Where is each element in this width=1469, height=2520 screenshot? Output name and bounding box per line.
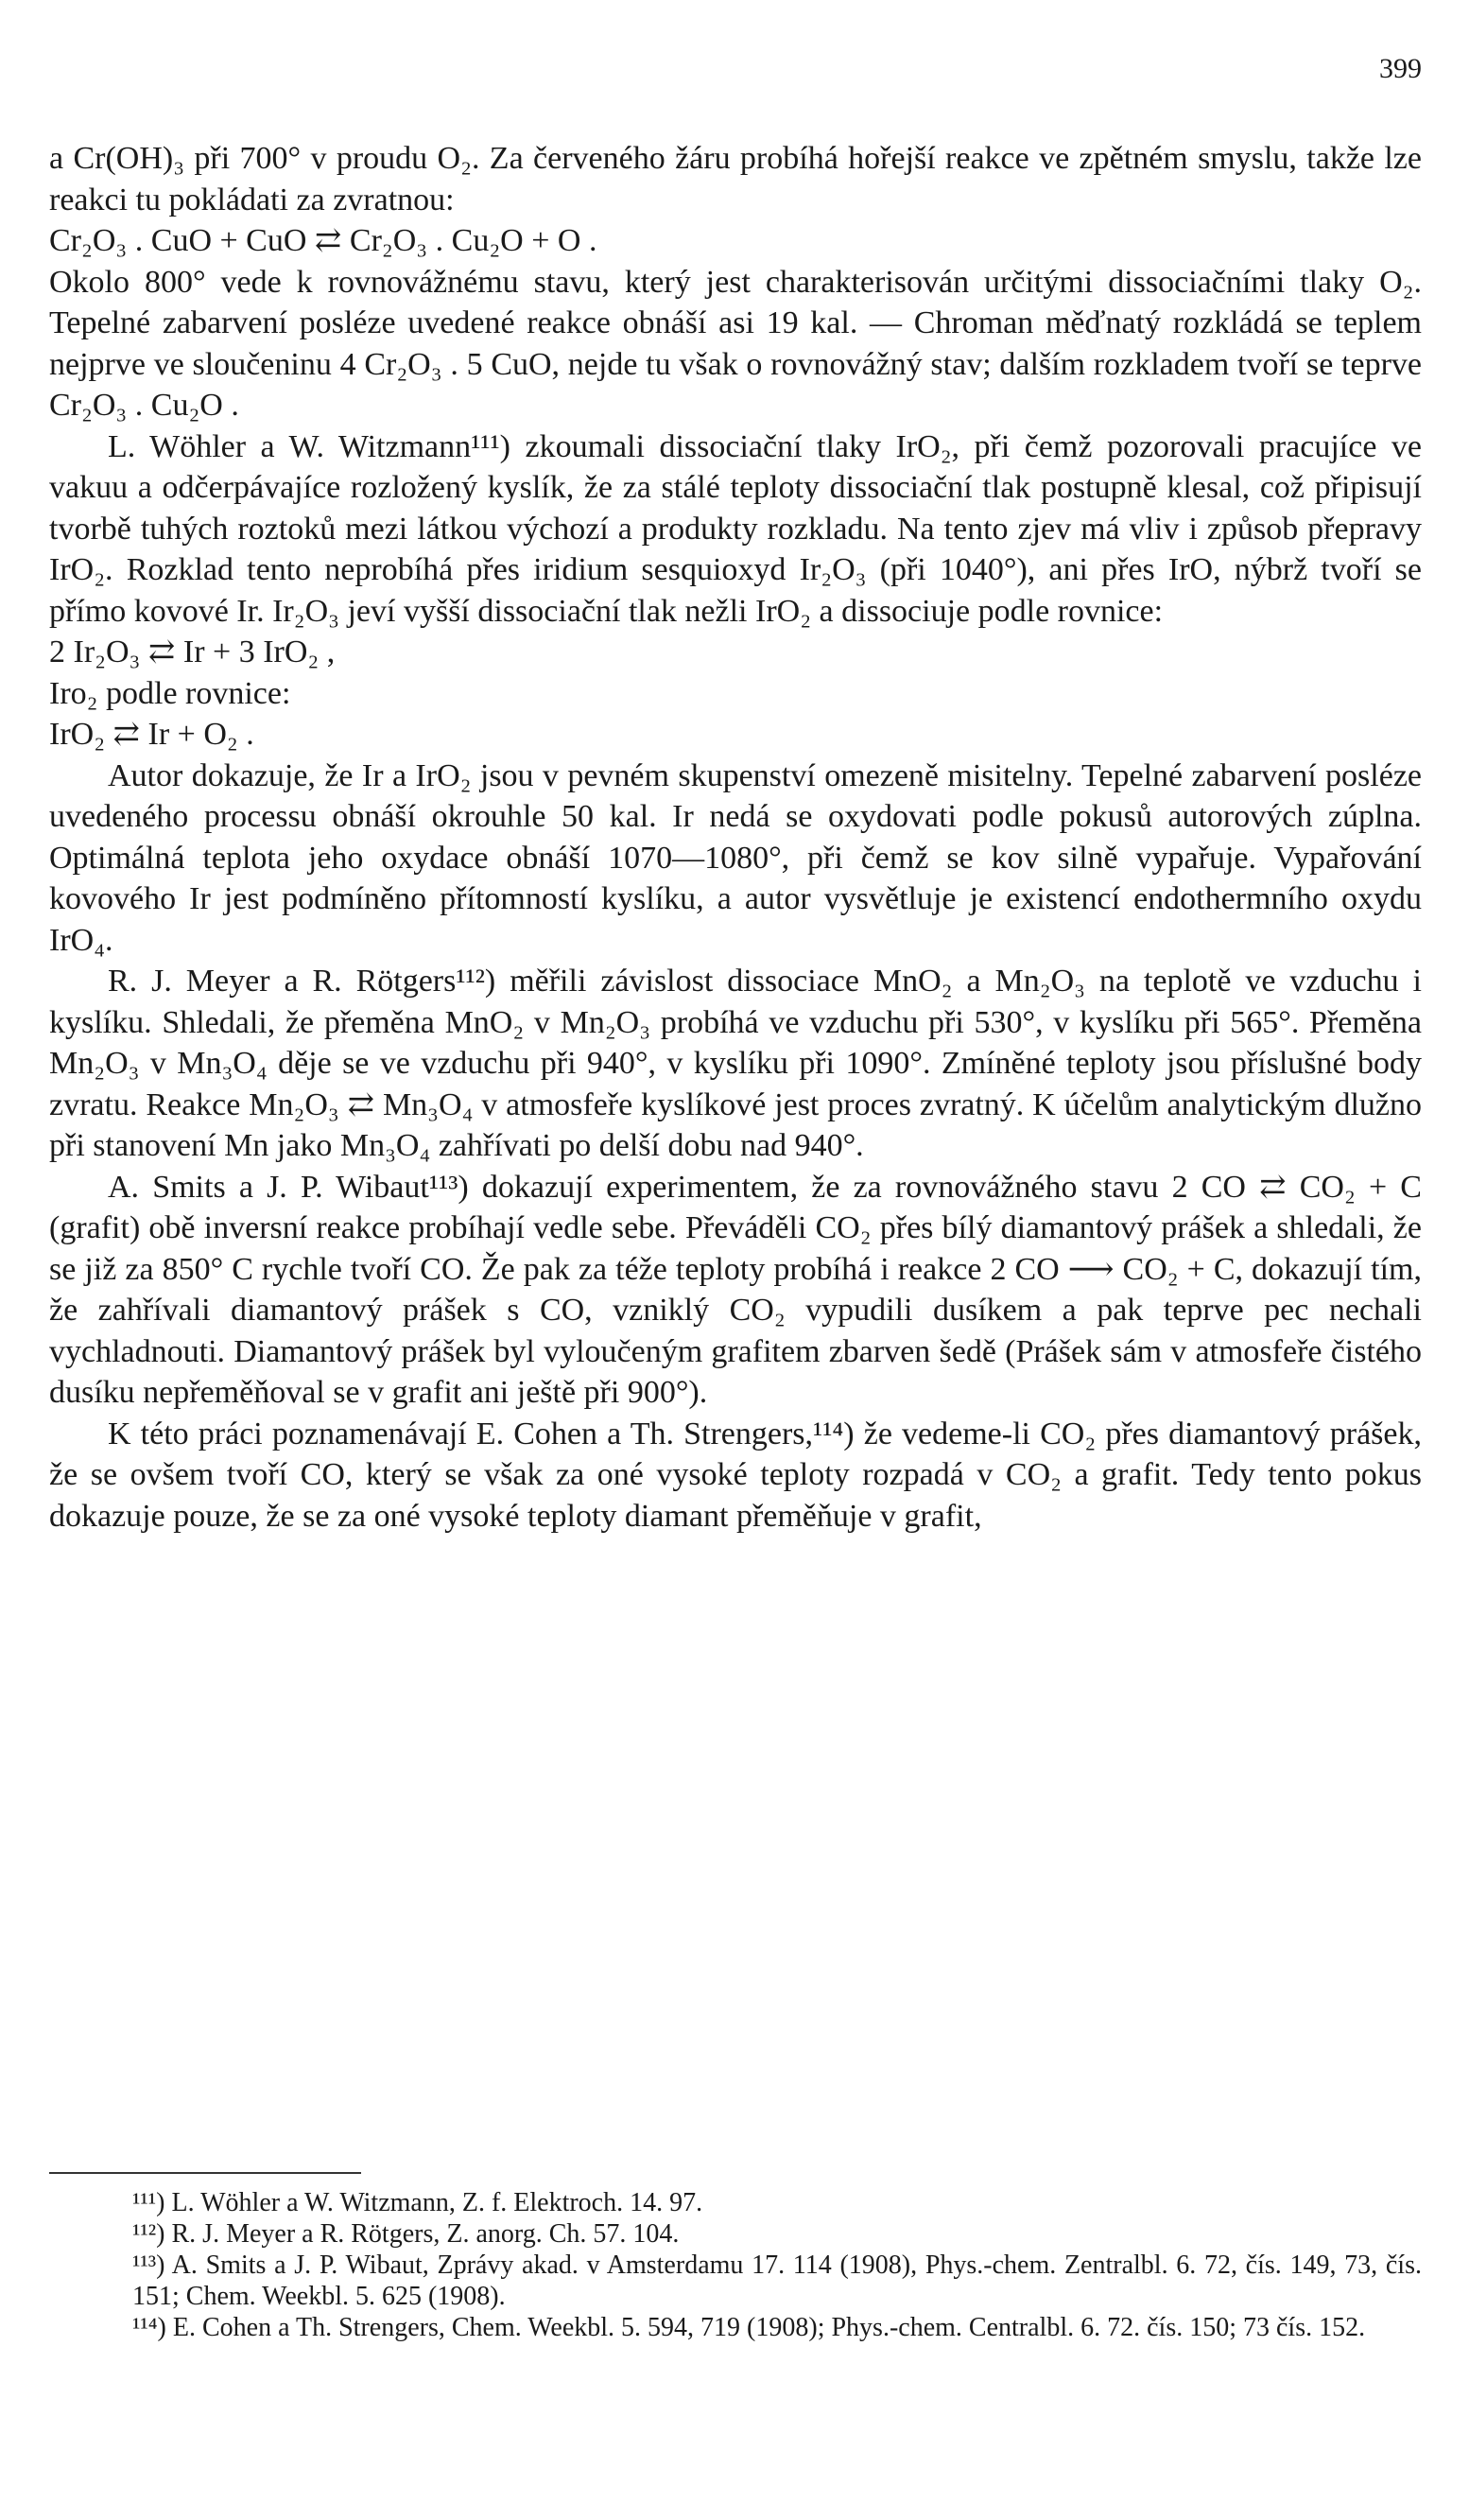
paragraph-6: K této práci poznamenávají E. Cohen a Th. Strengers,¹¹⁴) že vedeme-li CO₂ přes diamantový prášek, že se ovšem tvoří CO, který se však za oné vysoké teploty rozpadá v CO₂ a grafit. Tedy tento pokus dokazuje pouze, že se za oné vysoké teploty diamant přeměňuje v grafit, xyxy=(49,1416,1422,1534)
footnote-rule xyxy=(49,2172,361,2174)
equation-3-label: Iro₂ podle rovnice: xyxy=(49,675,291,711)
paragraph-1a: a Cr(OH)₃ při 700° v proudu O₂. Za červeného žáru probíhá hořejší reakce ve zpětném smyslu, takže lze reakci tu pokládati za zvratnou: xyxy=(49,141,1422,217)
footnote-114: ¹¹⁴) E. Cohen a Th. Strengers, Chem. Weekbl. 5. 594, 719 (1908); Phys.-chem. Centralbl. 6. 72. čís. 150; 73 čís. 152. xyxy=(132,2313,1366,2342)
paragraph-3: Autor dokazuje, že Ir a IrO₂ jsou v pevném skupenství omezeně misitelny. Tepelné zabarvení posléze uvedeného processu obnáší okrouhle 50 kal. Ir nedá se oxydovati podle pokusů autorových zúplna. Optimálná teplota jeho oxydace obnáší 1070—1080°, při čemž se kov silně vypařuje. Vypařování kovového Ir jest podmíněno přítomností kyslíku, a autor vysvětluje je existencí endothermního oxydu IrO₄. xyxy=(49,757,1422,958)
footnotes xyxy=(49,2187,1422,2343)
paragraph-5: A. Smits a J. P. Wibaut¹¹³) dokazují experimentem, že za rovnovážného stavu 2 CO ⇄ CO₂ + C (grafit) obě inversní reakce probíhají vedle sebe. Převáděli CO₂ přes bílý diamantový prášek a shledali, že se již za 850° C rychle tvoří CO. Že pak za téže teploty probíhá i reakce 2 CO ⟶ CO₂ + C, dokazují tím, že zahřívali diamantový prášek s CO, vzniklý CO₂ vypudili dusíkem a pak teprve pec nechali vychladnouti. Diamantový prášek byl vyloučeným grafitem zbarven šedě (Prášek sám v atmosfeře čistého dusíku nepřeměňoval se v grafit ani ještě při 900°). xyxy=(49,1169,1422,1410)
page-number: 399 xyxy=(1379,53,1422,84)
equation-1: Cr₂O₃ . CuO + CuO ⇄ Cr₂O₃ . Cu₂O + O . xyxy=(49,223,597,258)
equation-3-row xyxy=(49,673,1422,715)
main-text xyxy=(49,138,1422,1537)
footnote-112: ¹¹²) R. J. Meyer a R. Rötgers, Z. anorg. Ch. 57. 104. xyxy=(132,2219,680,2249)
footnote-113: ¹¹³) A. Smits a J. P. Wibaut, Zprávy akad. v Amsterdamu 17. 114 (1908), Phys.-chem. Zentralbl. 6. 72, čís. 149, 73, čís. 151; Chem. Weekbl. 5. 625 (1908). xyxy=(132,2251,1422,2311)
footnote-111: ¹¹¹) L. Wöhler a W. Witzmann, Z. f. Elektroch. 14. 97. xyxy=(132,2188,703,2217)
paragraph-2: L. Wöhler a W. Witzmann¹¹¹) zkoumali dissociační tlaky IrO₂, při čemž pozorovali pracujíce ve vakuu a odčerpávajíce rozložený kyslík, že za stálé teploty dissociační tlak postupně klesal, což připisují tvorbě tuhých roztoků mezi látkou výchozí a produkty rozkladu. Na tento zjev má vliv i způsob přepravy IrO₂. Rozklad tento neprobíhá přes iridium sesquioxyd Ir₂O₃ (při 1040°), ani přes IrO, nýbrž tvoří se přímo kovové Ir. Ir₂O₃ jeví vyšší dissociační tlak nežli IrO₂ a dissociuje podle rovnice: xyxy=(49,428,1422,629)
paragraph-1b: Okolo 800° vede k rovnovážnému stavu, který jest charakterisován určitými dissociačními tlaky O₂. Tepelné zabarvení posléze uvedené reakce obnáší asi 19 kal. — Chroman měďnatý rozkládá se teplem nejprve ve sloučeninu 4 Cr₂O₃ . 5 CuO, nejde tu však o rovnovážný stav; dalším rozkladem tvoří se teprve Cr₂O₃ . Cu₂O . xyxy=(49,264,1422,423)
equation-2: 2 Ir₂O₃ ⇄ Ir + 3 IrO₂ , xyxy=(49,634,336,669)
equation-3: IrO₂ ⇄ Ir + O₂ . xyxy=(49,717,254,752)
paragraph-4: R. J. Meyer a R. Rötgers¹¹²) měřili závislost dissociace MnO₂ a Mn₂O₃ na teplotě ve vzduchu i kyslíku. Shledali, že přeměna MnO₂ v Mn₂O₃ probíhá ve vzduchu při 530°, v kyslíku při 565°. Přeměna Mn₂O₃ v Mn₃O₄ děje se ve vzduchu při 940°, v kyslíku při 1090°. Zmíněné teploty jsou příslušné body zvratu. Reakce Mn₂O₃ ⇄ Mn₃O₄ v atmosfeře kyslíkové jest proces zvratný. K účelům analytickým dlužno při stanovení Mn jako Mn₃O₄ zahřívati po delší dobu nad 940°. xyxy=(49,964,1422,1163)
